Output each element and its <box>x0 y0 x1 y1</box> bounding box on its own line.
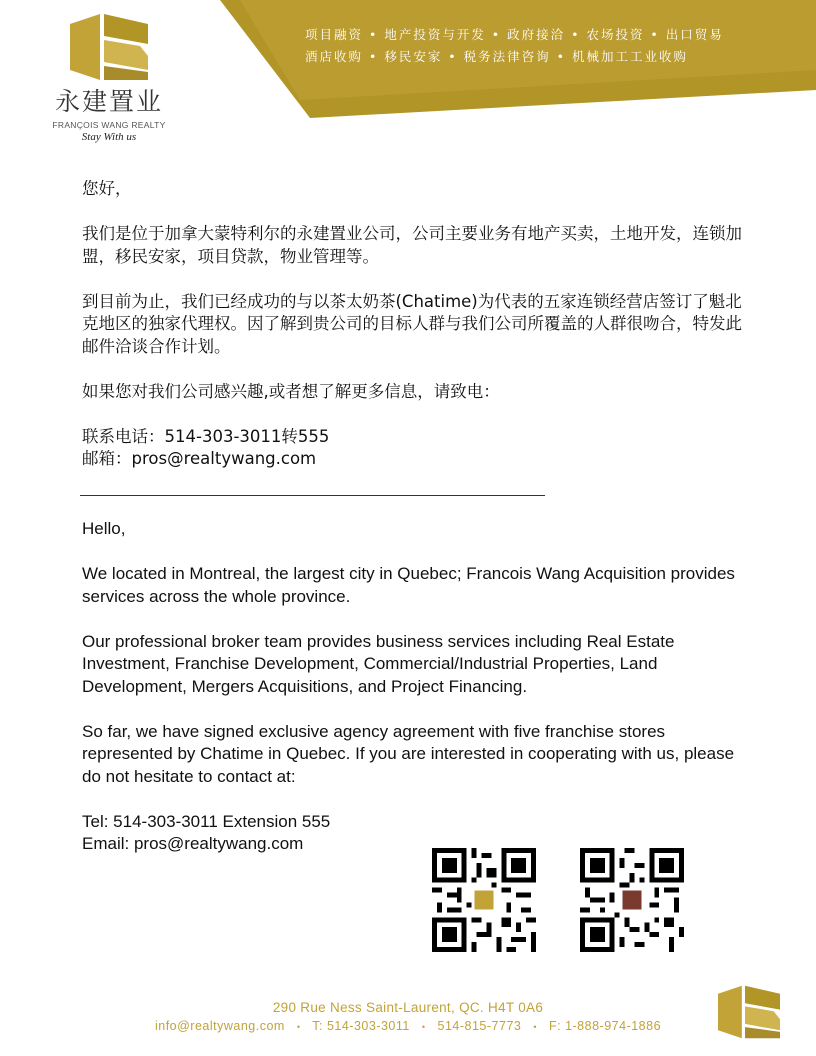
footer-email[interactable]: info@realtywang.com <box>154 1019 285 1033</box>
footer-logo-mark-icon <box>718 984 780 1040</box>
logo-name-cn: 永建置业 <box>54 87 163 116</box>
greeting-cn: 您好， <box>82 179 132 198</box>
paragraph-en-2: Our professional broker team provides business services including Real Estate Investment, Franchise Development, Commercial/Industrial Properties, Land Development, Mergers Acquisitions, and Project Financing. <box>82 631 675 696</box>
bullet-separator: • <box>421 1022 426 1032</box>
footer-fax: F: 1-888-974-1886 <box>548 1019 662 1033</box>
email-cn[interactable]: 邮箱：pros@realtywang.com <box>82 449 317 468</box>
letter-body-english <box>82 518 757 856</box>
logo-mark-icon <box>70 14 148 80</box>
services-list <box>305 24 765 68</box>
greeting-en: Hello, <box>82 519 126 538</box>
letter-chinese <box>82 178 757 471</box>
tel-en[interactable]: Tel: 514-303-3011 Extension 555 <box>82 811 331 831</box>
email-en[interactable]: Email: pros@realtywang.com <box>82 834 304 853</box>
footer-address: 290 Rue Ness Saint-Laurent, QC. H4T 0A6 <box>272 1000 544 1015</box>
logo-name-en: FRANÇOIS WANG REALTY <box>52 120 166 130</box>
footer-phone-2[interactable]: 514-815-7773 <box>437 1019 522 1033</box>
paragraph-en-1: We located in Montreal, the largest city in Quebec; Francois Wang Acquisition provides services across the whole province. <box>82 564 735 606</box>
footer <box>0 1000 816 1033</box>
services-line-2: 酒店收购 • 移民安家 • 税务法律咨询 • 机械加工工业收购 <box>305 49 688 64</box>
phone-cn[interactable]: 联系电话：514-303-3011转555 <box>82 426 330 446</box>
footer-phone[interactable]: T: 514-303-3011 <box>312 1019 410 1033</box>
bullet-separator: • <box>296 1022 301 1032</box>
paragraph-cn-2: 到目前为止，我们已经成功的与以茶太奶茶(Chatime)为代表的五家连锁经营店签订了魁北克地区的独家代理权。因了解到贵公司的目标人群与我们公司所覆盖的人群很吻合，特发此邮件洽谈合作计划。 <box>82 291 742 356</box>
paragraph-cn-3: 如果您对我们公司感兴趣,或者想了解更多信息，请致电： <box>82 381 500 401</box>
qr-code-icon <box>580 848 684 952</box>
company-logo[interactable] <box>44 14 174 143</box>
paragraph-cn-1: 我们是位于加拿大蒙特利尔的永建置业公司，公司主要业务有地产买卖，土地开发，连锁加盟，移民安家，项目贷款，物业管理等。 <box>82 224 742 266</box>
bullet-separator: • <box>533 1022 537 1032</box>
footer-contact-line <box>0 1019 816 1033</box>
section-divider <box>80 495 545 496</box>
services-line-1: 项目融资 • 地产投资与开发 • 政府接洽 • 农场投资 • 出口贸易 <box>305 27 724 42</box>
letter-body <box>82 178 757 471</box>
paragraph-en-3: So far, we have signed exclusive agency agreement with five franchise stores represented by Chatime in Quebec. If you are interested in cooperating with us, please do not hesitate to contact at: <box>82 721 735 786</box>
logo-tagline: Stay With us <box>81 131 137 143</box>
qr-code-icon <box>432 848 536 952</box>
